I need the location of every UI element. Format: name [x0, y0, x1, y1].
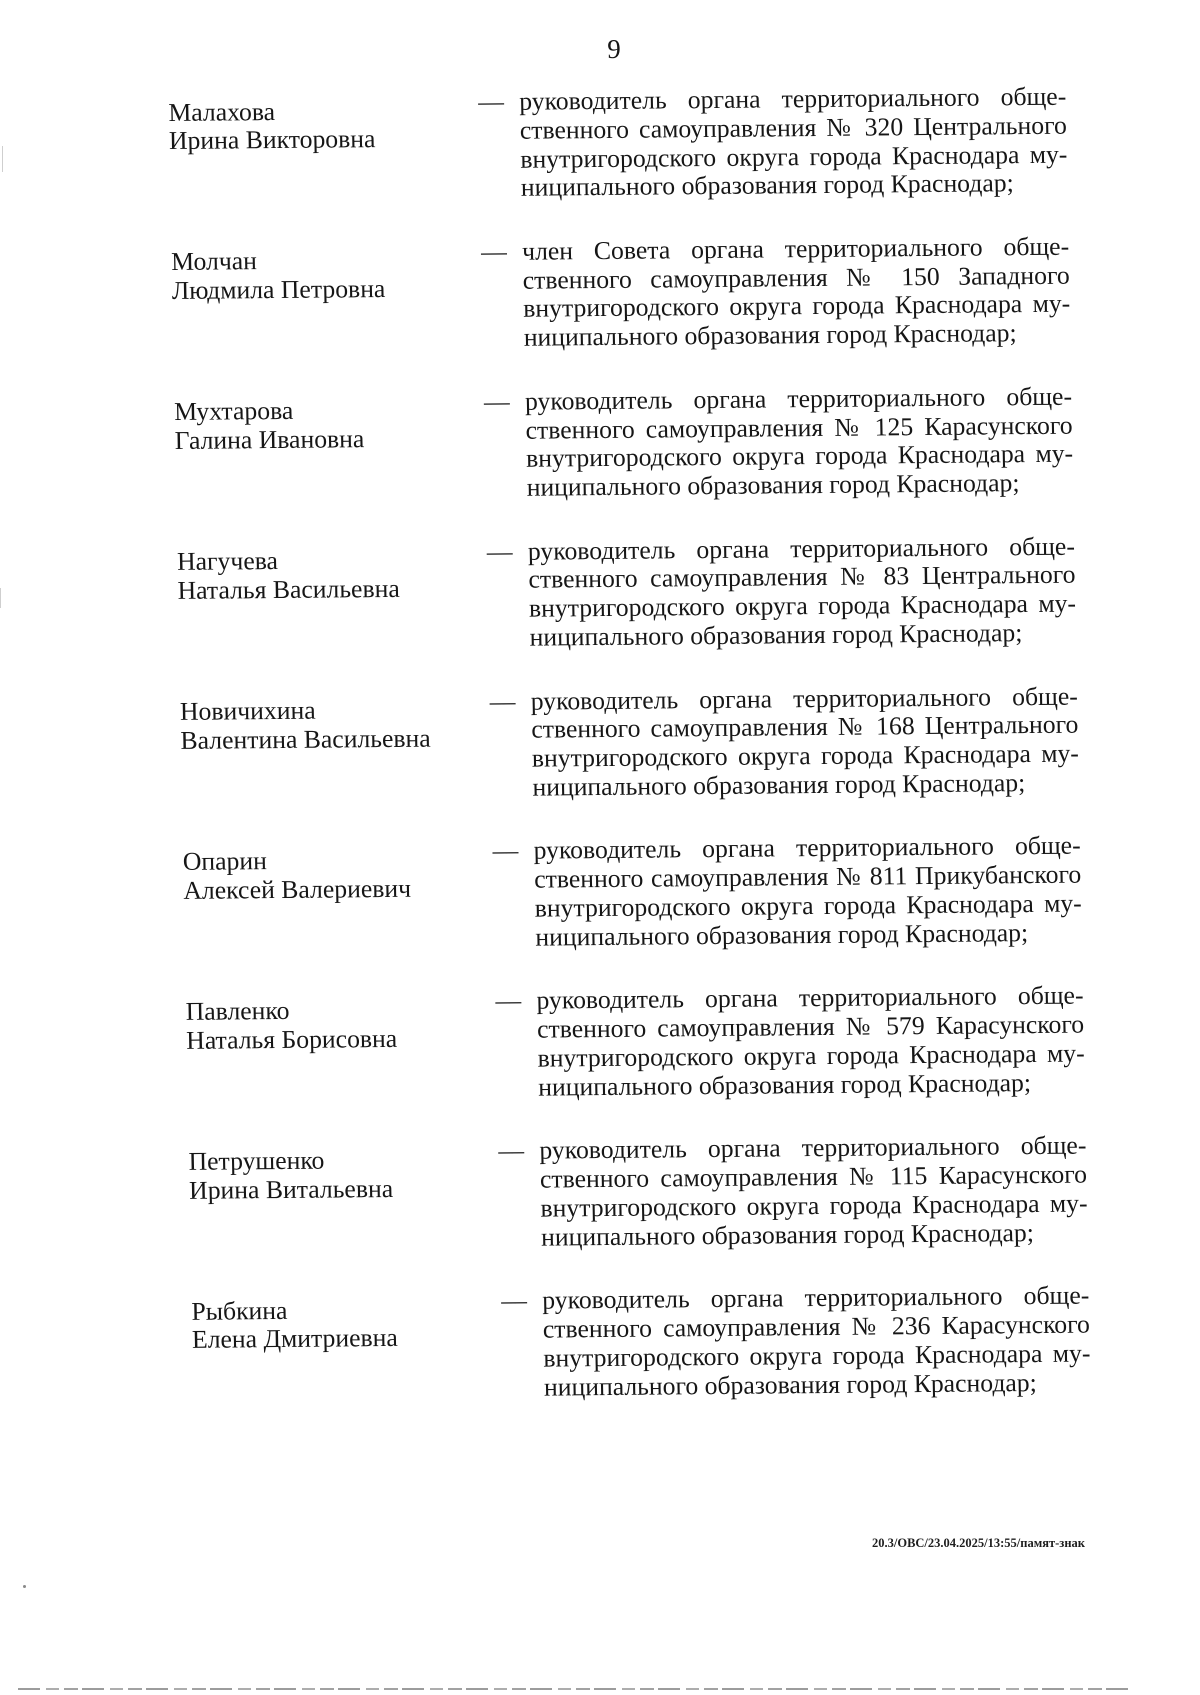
member-given-names: Людмила Петровна — [171, 274, 386, 306]
separator-dash: — — [483, 386, 510, 416]
position-line: ственного самоуправления № 150 Западного — [522, 260, 1070, 295]
member-position — [542, 1282, 1091, 1402]
member-name — [183, 845, 484, 905]
member-position — [525, 382, 1074, 502]
position-line: ниципального образования город Краснодар; — [523, 318, 1017, 352]
position-line: ственного самоуправления № 236 Карасунского — [542, 1309, 1091, 1344]
member-surname: Мухтарова — [173, 396, 294, 427]
member-entry — [182, 832, 1085, 990]
member-entry — [180, 682, 1083, 840]
position-line: внутригородского округа города Краснодара му- — [534, 888, 1082, 923]
separator-dash: — — [486, 536, 513, 566]
member-given-names: Елена Дмитриевна — [191, 1323, 399, 1355]
member-name — [191, 1295, 492, 1355]
document-reference: 20.3/ОВС/23.04.2025/13:55/памят-знак — [872, 1536, 1085, 1550]
position-line: ниципального образования город Краснодар; — [540, 1217, 1035, 1252]
member-given-names: Валентина Васильевна — [180, 723, 431, 755]
member-position — [528, 532, 1077, 652]
member-entry — [174, 382, 1077, 540]
member-surname: Новичихина — [179, 695, 316, 726]
position-line: руководитель органа территориального обще- — [533, 831, 1081, 866]
position-line: руководитель органа территориального обще- — [518, 81, 1067, 116]
position-line: внутригородского округа города Краснодара му- — [522, 289, 1071, 324]
position-line: ственного самоуправления № 83 Центрального — [528, 560, 1076, 595]
page-number: 9 — [607, 34, 621, 64]
position-line: руководитель органа территориального обще- — [527, 531, 1076, 566]
member-surname: Петрушенко — [188, 1145, 325, 1176]
position-line: внутригородского округа города Краснодара му- — [540, 1188, 1088, 1223]
position-line: ниципального образования город Краснодар; — [532, 768, 1026, 802]
position-line: внутригородского округа города Краснодара му- — [520, 139, 1068, 174]
position-line: ниципального образования город Краснодар; — [537, 1067, 1032, 1102]
member-given-names: Алексей Валериевич — [183, 873, 412, 905]
member-position — [519, 83, 1068, 203]
position-line: ственного самоуправления № 579 Карасунского — [536, 1009, 1085, 1044]
member-position — [522, 233, 1071, 353]
separator-dash: — — [492, 836, 519, 866]
position-line: член Совета органа территориального обще- — [521, 231, 1070, 266]
member-given-names: Ирина Викторовна — [168, 124, 376, 156]
position-line: внутригородского округа города Краснодара му- — [537, 1038, 1085, 1073]
position-line: ственного самоуправления № 811 Прикубанского — [533, 859, 1082, 894]
member-surname: Нагучева — [176, 546, 279, 577]
member-entry — [188, 1132, 1091, 1290]
member-entry — [168, 83, 1071, 241]
position-line: руководитель органа территориального обще- — [536, 980, 1084, 1015]
member-given-names: Ирина Витальевна — [188, 1173, 394, 1205]
member-given-names: Галина Ивановна — [174, 424, 365, 456]
member-given-names: Наталья Борисовна — [185, 1023, 398, 1055]
member-entry — [177, 532, 1080, 690]
member-entry — [171, 233, 1074, 391]
position-line: ниципального образования город Краснодар; — [520, 168, 1014, 203]
position-line: ственного самоуправления № 115 Карасунского — [539, 1159, 1088, 1194]
scan-edge-mark — [2, 146, 3, 172]
member-position — [533, 832, 1082, 952]
position-line: руководитель органа территориального обще- — [524, 381, 1073, 416]
member-position — [536, 982, 1085, 1102]
member-list — [168, 83, 1094, 1440]
scan-speck — [23, 1585, 26, 1588]
member-entry — [185, 982, 1088, 1140]
separator-dash: — — [498, 1135, 525, 1166]
separator-dash: — — [480, 236, 508, 266]
member-name — [188, 1145, 489, 1205]
scan-edge-mark — [0, 588, 1, 608]
member-surname: Молчан — [171, 246, 258, 277]
position-line: ниципального образования город Краснодар; — [543, 1367, 1038, 1402]
position-line: внутригородского округа города Краснодара му- — [531, 738, 1080, 773]
member-surname: Малахова — [168, 96, 276, 127]
position-line: руководитель органа территориального обще- — [541, 1280, 1090, 1315]
member-name — [185, 995, 486, 1055]
position-line: ниципального образования город Краснодар; — [535, 917, 1029, 952]
member-name — [171, 246, 472, 306]
member-position — [539, 1132, 1088, 1252]
separator-dash: — — [500, 1285, 528, 1316]
position-line: ниципального образования город Краснодар; — [526, 468, 1020, 502]
member-surname: Опарин — [182, 846, 268, 876]
separator-dash: — — [489, 686, 516, 716]
position-line: ственного самоуправления № 125 Карасунского — [525, 410, 1073, 445]
position-line: ственного самоуправления № 320 Центрального — [519, 110, 1068, 145]
member-entry — [191, 1282, 1094, 1440]
member-name — [174, 395, 475, 455]
member-surname: Рыбкина — [191, 1295, 288, 1326]
member-surname: Павленко — [185, 995, 290, 1026]
member-given-names: Наталья Васильевна — [177, 573, 400, 605]
member-name — [180, 695, 481, 755]
position-line: внутригородского округа города Краснодара му- — [528, 588, 1077, 623]
member-name — [168, 96, 469, 156]
position-line: ниципального образования город Краснодар; — [529, 618, 1023, 652]
position-line: внутригородского округа города Краснодара му- — [543, 1338, 1091, 1373]
member-name — [177, 545, 478, 605]
member-position — [530, 682, 1079, 802]
separator-dash: — — [495, 986, 522, 1016]
position-line: ственного самоуправления № 168 Центрального — [531, 709, 1079, 745]
separator-dash: — — [477, 86, 505, 117]
position-line: руководитель органа территориального обще- — [539, 1130, 1087, 1165]
position-line: внутригородского округа города Краснодара му- — [525, 439, 1074, 474]
scan-edge-line — [18, 1688, 1128, 1690]
position-line: руководитель органа территориального обще- — [530, 681, 1079, 716]
